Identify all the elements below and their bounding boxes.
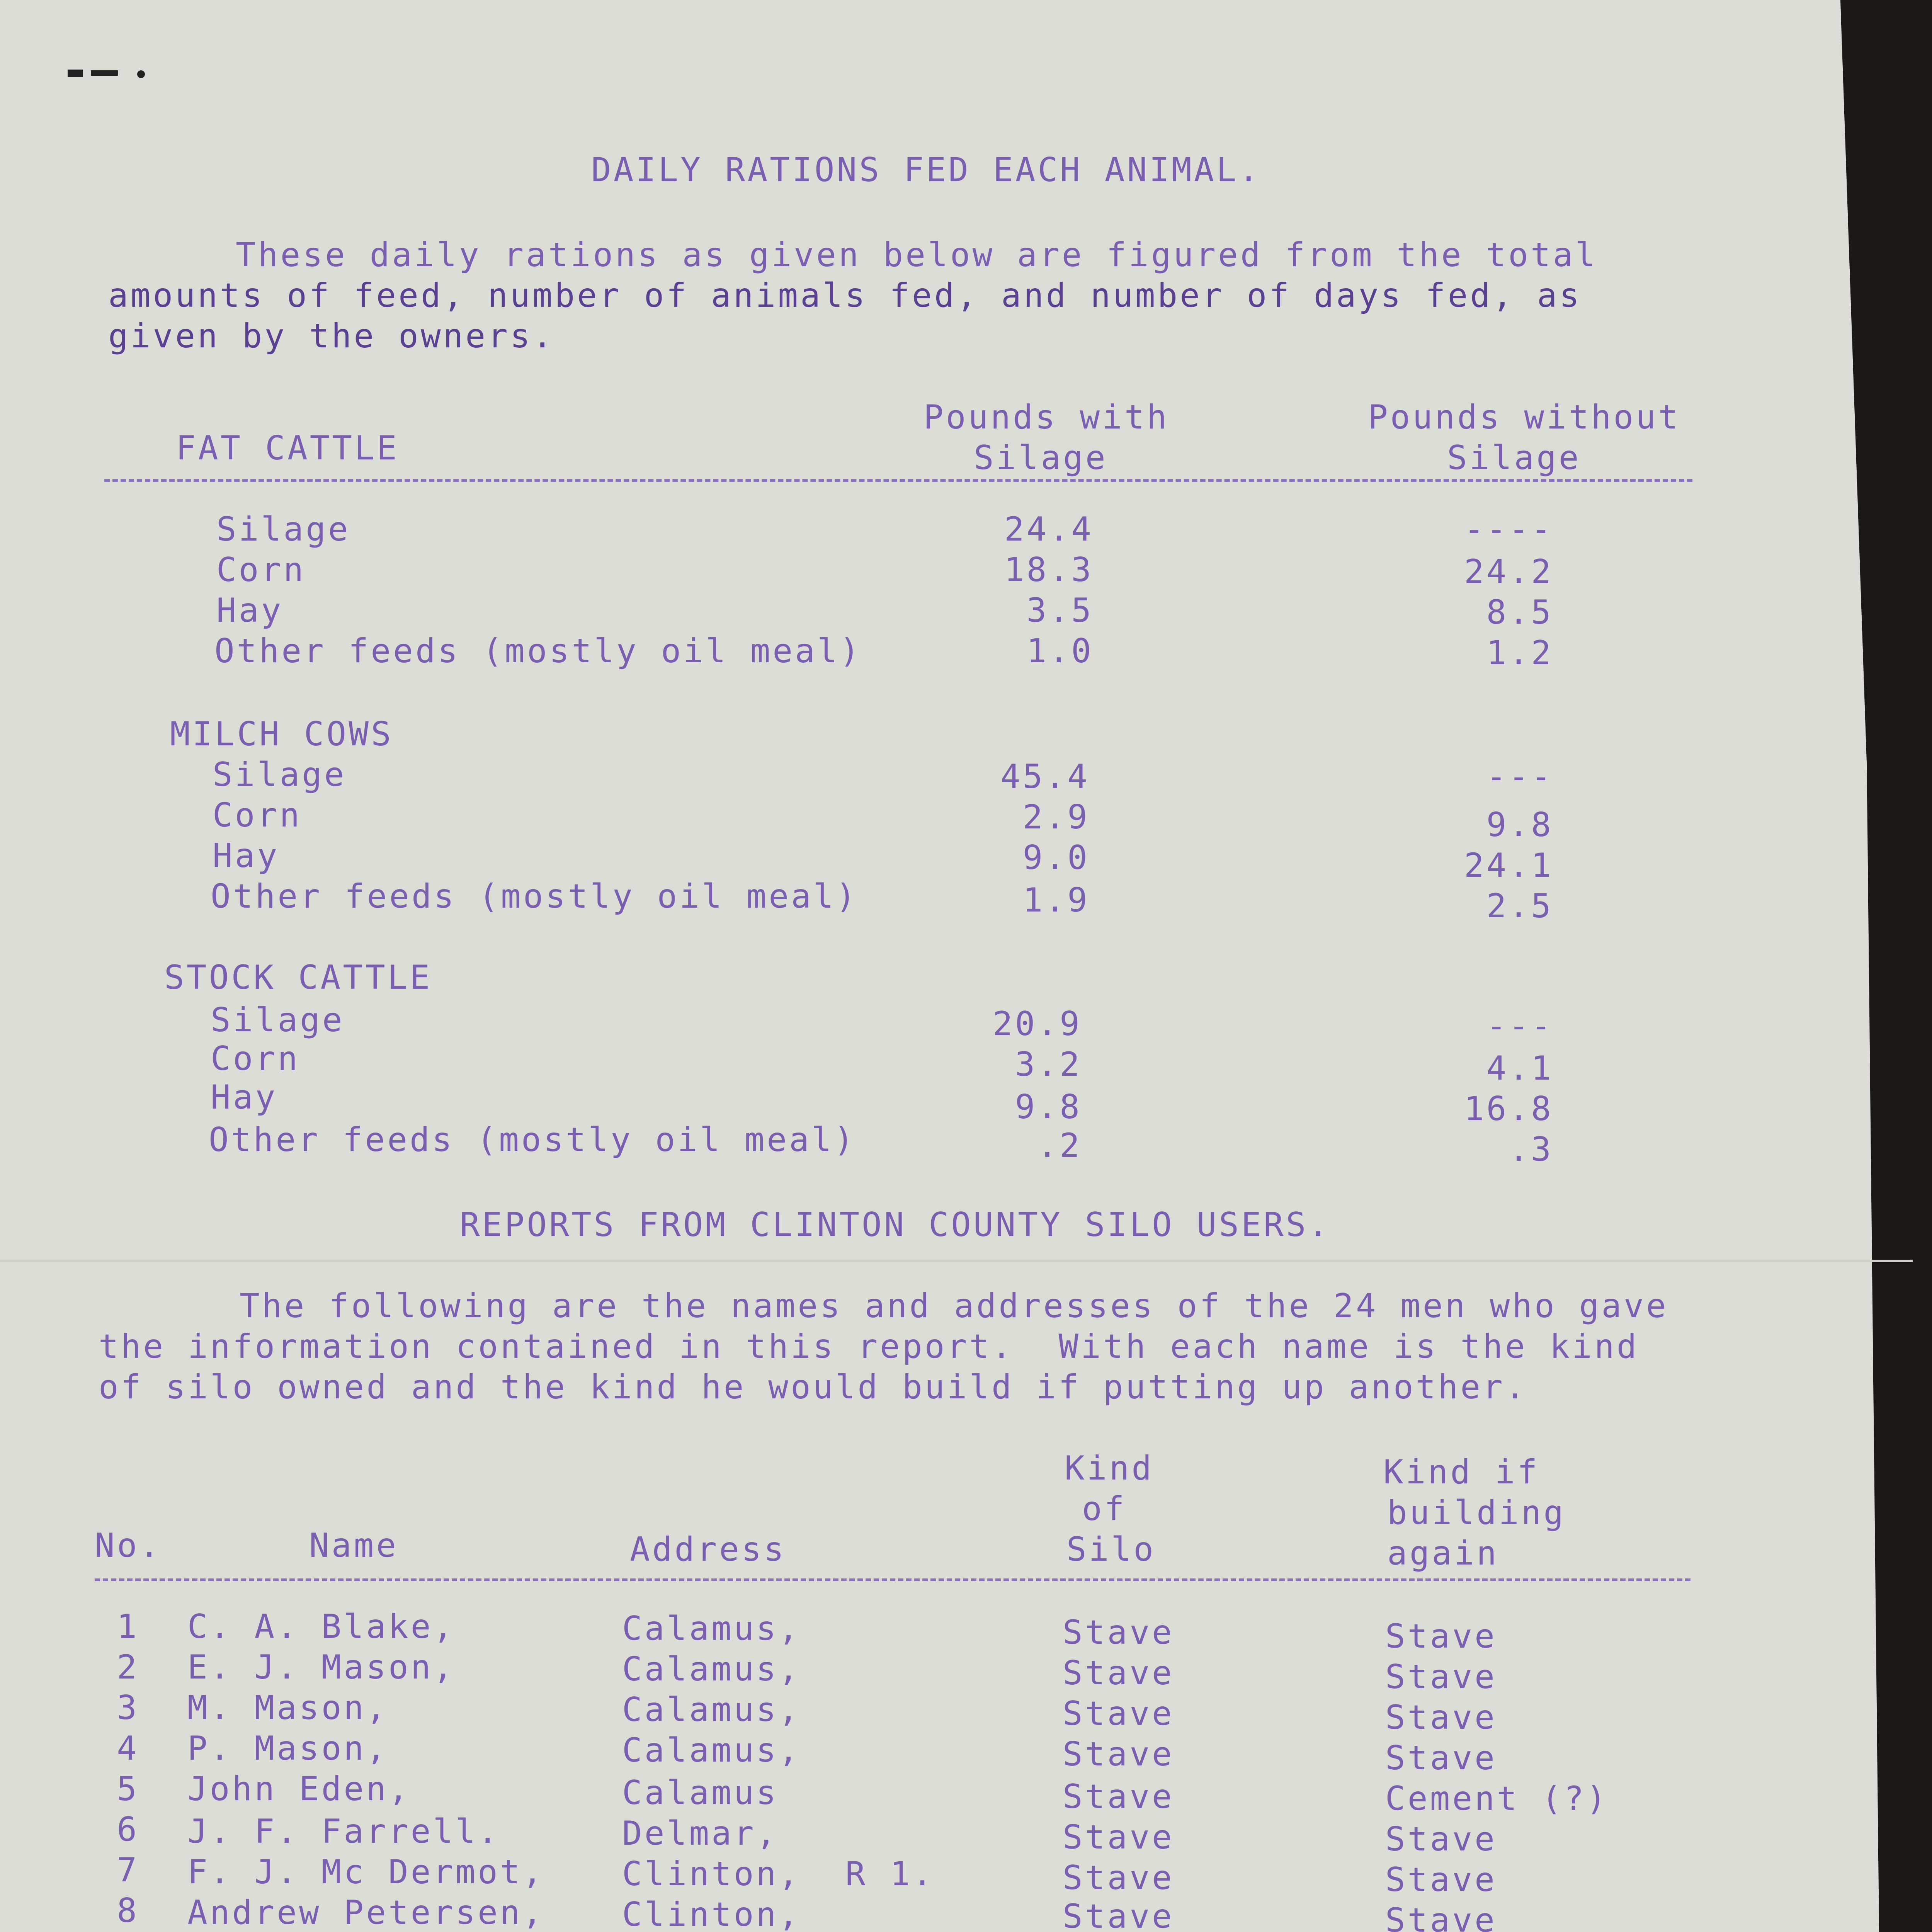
feed-label: Other feeds (mostly oil meal) xyxy=(209,1121,856,1159)
silo-kind: Stave xyxy=(1063,1694,1174,1733)
without-silage-value: 1.2 xyxy=(1486,634,1553,672)
reports-title: REPORTS FROM CLINTON COUNTY SILO USERS. xyxy=(460,1206,1331,1244)
user-address: Calamus xyxy=(622,1774,779,1812)
silo-kind-again: Stave xyxy=(1385,1698,1497,1737)
row-number: 2 xyxy=(117,1648,139,1687)
row-number: 5 xyxy=(117,1770,139,1808)
silo-kind-again: Stave xyxy=(1385,1861,1497,1899)
col-header-name: Name xyxy=(309,1526,399,1565)
with-silage-value: .2 xyxy=(1037,1126,1082,1165)
with-silage-value: 20.9 xyxy=(992,1005,1082,1043)
without-silage-value: --- xyxy=(1486,1007,1553,1045)
silo-kind: Stave xyxy=(1063,1654,1174,1692)
silo-kind: Stave xyxy=(1063,1859,1174,1897)
with-silage-value: 18.3 xyxy=(1004,551,1094,589)
group-heading-fat-cattle: FAT CATTLE xyxy=(176,429,399,468)
feed-label: Other feeds (mostly oil meal) xyxy=(214,632,862,670)
intro-line-1: These daily rations as given below are figured from the total xyxy=(236,236,1598,274)
feed-label: Silage xyxy=(213,755,347,794)
with-silage-value: 3.5 xyxy=(1026,591,1094,630)
with-silage-value: 45.4 xyxy=(1000,757,1090,796)
user-name: M. Mason, xyxy=(187,1689,388,1727)
row-number: 6 xyxy=(117,1810,139,1849)
row-number: 8 xyxy=(117,1891,139,1930)
without-silage-value: ---- xyxy=(1464,510,1553,549)
without-silage-value: 24.1 xyxy=(1464,846,1553,885)
table-header-dashed-rule xyxy=(95,1578,1690,1581)
without-silage-value: 8.5 xyxy=(1486,593,1553,632)
row-number: 4 xyxy=(117,1729,139,1768)
without-silage-value: --- xyxy=(1486,757,1553,796)
user-address: Calamus, xyxy=(622,1650,801,1689)
feed-label: Other feeds (mostly oil meal) xyxy=(211,877,858,916)
col-header-kind-1: Kind xyxy=(1065,1449,1154,1488)
ink-smudge-mark xyxy=(68,66,153,81)
user-name: J. F. Farrell. xyxy=(187,1812,500,1851)
without-silage-value: 2.5 xyxy=(1486,887,1553,925)
user-address: Calamus, xyxy=(622,1609,801,1648)
user-address: Calamus, xyxy=(622,1731,801,1770)
user-name: Andrew Petersen, xyxy=(187,1893,545,1932)
without-silage-value: 24.2 xyxy=(1464,553,1553,591)
feed-label: Hay xyxy=(211,1078,278,1117)
col-header-with-silage-1: Pounds with xyxy=(923,398,1169,437)
col-header-kind-again-3: again xyxy=(1387,1534,1499,1573)
user-address: Clinton, xyxy=(622,1895,801,1932)
silo-kind: Stave xyxy=(1063,1735,1174,1774)
feed-label: Corn xyxy=(213,796,302,835)
user-address: Calamus, xyxy=(622,1690,801,1729)
without-silage-value: 4.1 xyxy=(1486,1049,1553,1088)
intro-line-3: given by the owners. xyxy=(108,317,555,355)
with-silage-value: 1.9 xyxy=(1022,881,1090,920)
feed-label: Silage xyxy=(211,1001,345,1039)
user-address: Clinton, R 1. xyxy=(622,1855,935,1893)
reports-intro-line-3: of silo owned and the kind he would build if putting up another. xyxy=(99,1368,1527,1406)
without-silage-value: .3 xyxy=(1509,1130,1553,1169)
row-number: 3 xyxy=(117,1689,139,1727)
silo-kind: Stave xyxy=(1063,1613,1174,1652)
col-header-without-silage-1: Pounds without xyxy=(1368,398,1680,437)
col-header-no: No. xyxy=(95,1526,162,1565)
intro-line-2: amounts of feed, number of animals fed, and number of days fed, as xyxy=(108,276,1582,315)
col-header-with-silage-2: Silage xyxy=(974,439,1108,477)
reports-intro-line-2: the information contained in this report. With each name is the kind xyxy=(99,1327,1639,1366)
without-silage-value: 9.8 xyxy=(1486,806,1553,844)
silo-kind: Stave xyxy=(1063,1897,1174,1932)
silo-kind-again: Stave xyxy=(1385,1617,1497,1656)
fold-crease xyxy=(0,1260,1913,1262)
feed-label: Hay xyxy=(216,591,284,630)
feed-label: Corn xyxy=(216,551,306,589)
user-address: Delmar, xyxy=(622,1814,779,1853)
with-silage-value: 24.4 xyxy=(1004,510,1094,549)
feed-label: Corn xyxy=(211,1039,300,1078)
reports-intro-line-1: The following are the names and addresses of the 24 men who gave xyxy=(240,1287,1668,1325)
silo-kind-again: Stave xyxy=(1385,1901,1497,1932)
user-name: P. Mason, xyxy=(187,1729,388,1768)
col-header-address: Address xyxy=(630,1530,786,1569)
col-header-without-silage-2: Silage xyxy=(1447,439,1581,477)
without-silage-value: 16.8 xyxy=(1464,1090,1553,1128)
col-header-kind-2: of xyxy=(1082,1490,1127,1528)
silo-kind: Stave xyxy=(1063,1777,1174,1816)
with-silage-value: 9.8 xyxy=(1015,1088,1082,1126)
group-heading-stock-cattle: STOCK CATTLE xyxy=(164,958,432,997)
col-header-kind-again-2: building xyxy=(1387,1493,1566,1532)
page-title: DAILY RATIONS FED EACH ANIMAL. xyxy=(591,151,1261,189)
silo-kind: Stave xyxy=(1063,1818,1174,1857)
col-header-kind-again-1: Kind if xyxy=(1383,1453,1540,1492)
silo-kind-again: Stave xyxy=(1385,1658,1497,1696)
silo-kind-again: Cement (?) xyxy=(1385,1779,1609,1818)
silo-kind-again: Stave xyxy=(1385,1820,1497,1859)
user-name: C. A. Blake, xyxy=(187,1607,456,1646)
with-silage-value: 2.9 xyxy=(1022,798,1090,837)
col-header-kind-3: Silo xyxy=(1066,1530,1156,1569)
feed-label: Silage xyxy=(216,510,350,549)
with-silage-value: 3.2 xyxy=(1015,1045,1082,1084)
with-silage-value: 1.0 xyxy=(1026,632,1094,670)
with-silage-value: 9.0 xyxy=(1022,838,1090,877)
silo-kind-again: Stave xyxy=(1385,1739,1497,1777)
user-name: F. J. Mc Dermot, xyxy=(187,1853,545,1891)
user-name: John Eden, xyxy=(187,1770,411,1808)
user-name: E. J. Mason, xyxy=(187,1648,456,1687)
feed-label: Hay xyxy=(213,837,280,875)
row-number: 1 xyxy=(117,1607,139,1646)
header-dashed-rule xyxy=(104,479,1692,482)
row-number: 7 xyxy=(117,1851,139,1889)
group-heading-milch-cows: MILCH COWS xyxy=(170,715,393,753)
